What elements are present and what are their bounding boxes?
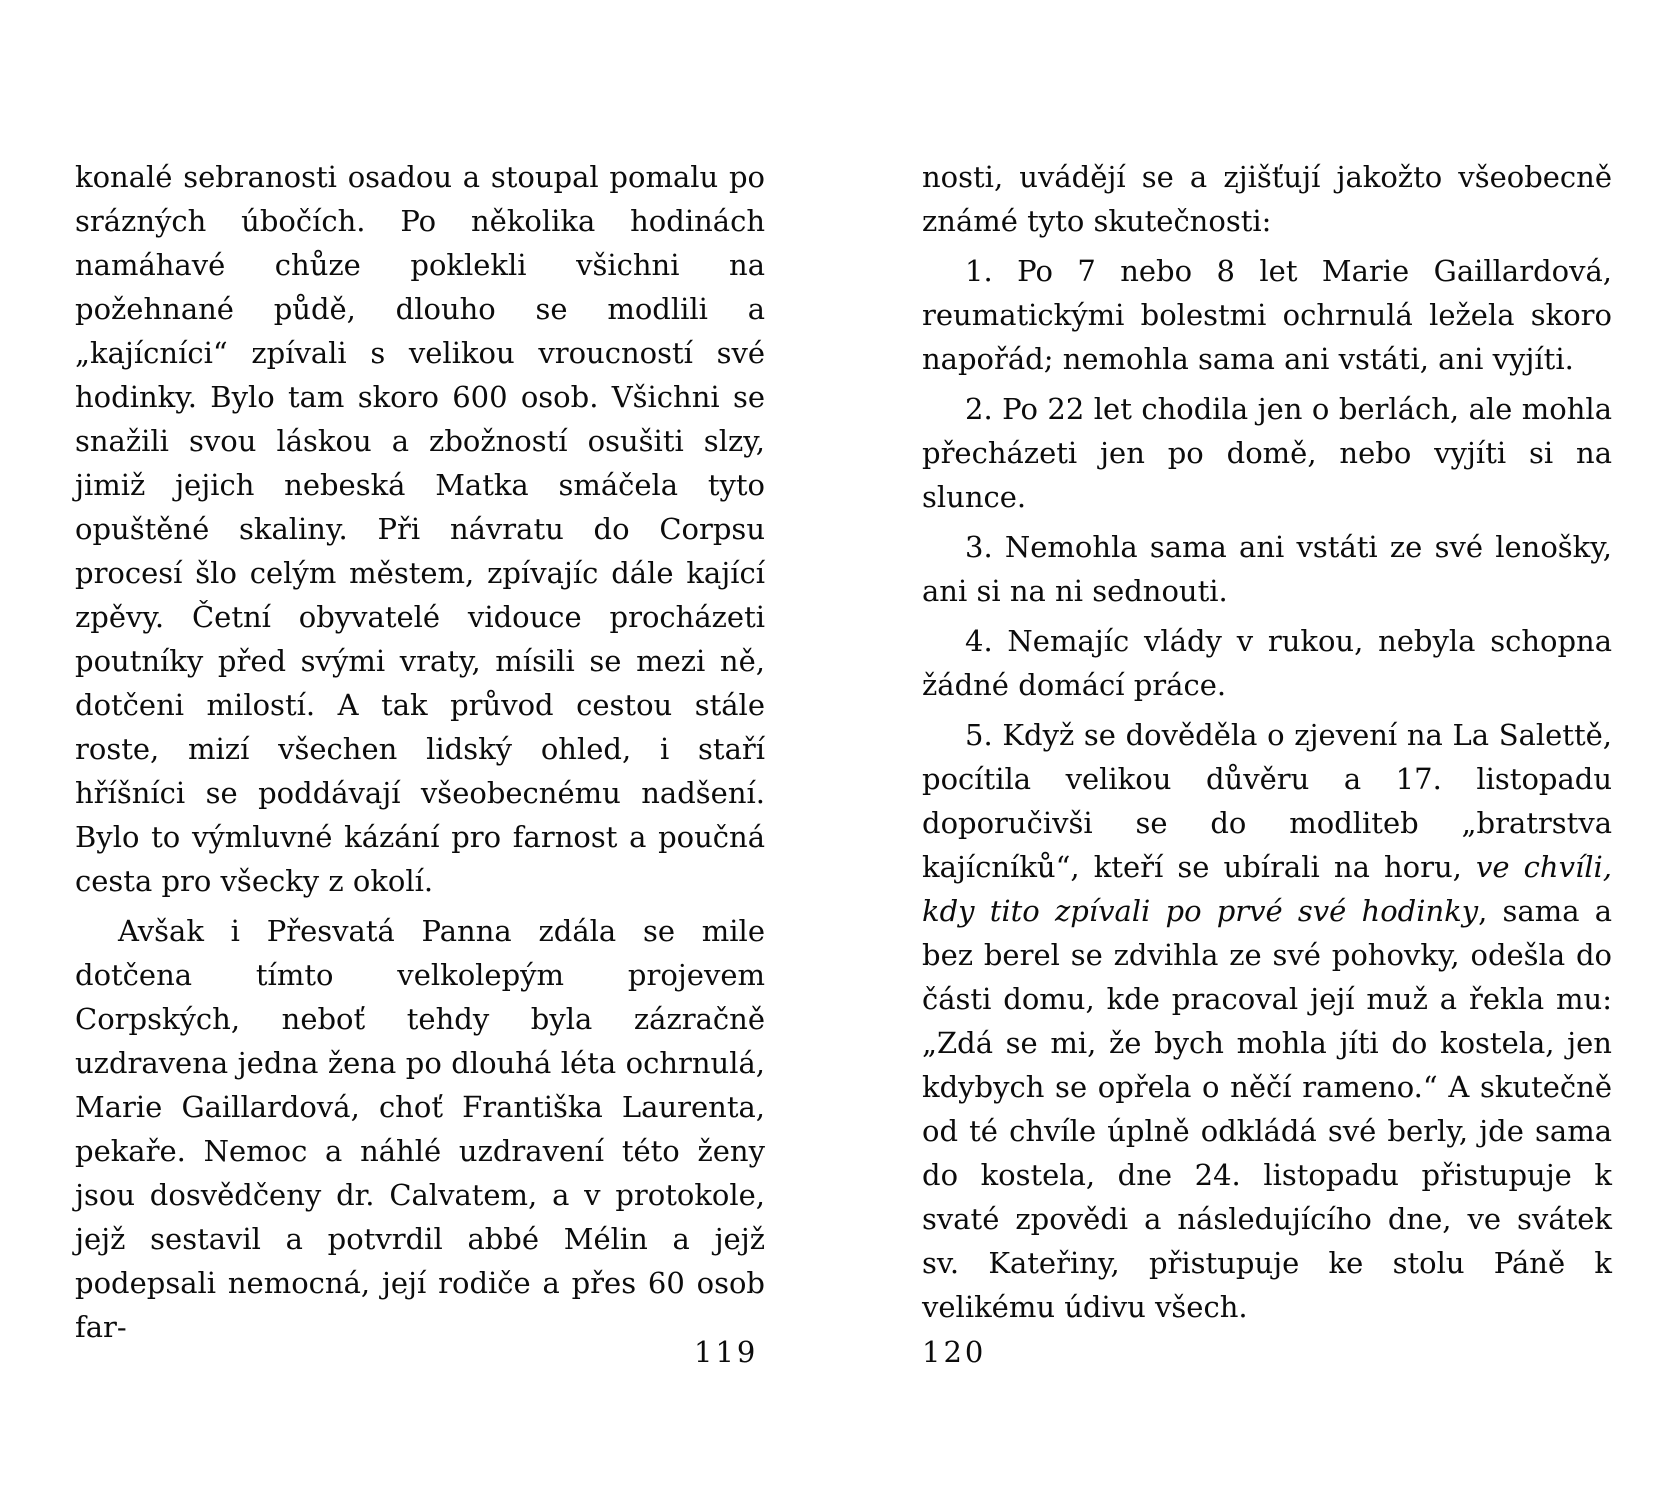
left-page xyxy=(75,155,765,1349)
list-item-5-text-before: 5. Když se dověděla o zjevení na La Salettě, pocítila velikou důvěru a 17. listopadu doporučivši se do modliteb „bratrstva kajícníků“, kteří se ubírali na horu, xyxy=(922,718,1612,884)
right-intro-paragraph: nosti, uvádějí se a zjišťují jakožto všeobecně známé tyto skutečnosti: xyxy=(922,160,1612,238)
right-page xyxy=(922,155,1612,1329)
list-item-2: 2. Po 22 let chodila jen o berlách, ale mohla přecházeti jen po domě, nebo vyjíti si na slunce. xyxy=(922,392,1612,514)
page-number-right: 120 xyxy=(922,1335,987,1369)
list-item-5 xyxy=(922,713,1612,1329)
list-item-5-text-after: , sama a bez berel se zdvihla ze své pohovky, odešla do části domu, kde pracoval její muž a řekla mu: „Zdá se mi, že bych mohla jíti do kostela, jen kdybych se opřela o něčí rameno.“ A skutečně od té chvíle úplně odkládá své berly, jde sama do kostela, dne 24. listopadu přistupuje k svaté zpovědi a následujícího dne, ve svátek sv. Kateřiny, přistupuje ke stolu Páně k velikému údivu všech. xyxy=(922,894,1613,1324)
list-item-5-italic-text: ve chvíli, kdy tito zpívali po prvé své hodinky xyxy=(922,850,1613,928)
list-item-4: 4. Nemajíc vlády v rukou, nebyla schopna žádné domácí práce. xyxy=(922,624,1612,702)
list-item-1: 1. Po 7 nebo 8 let Marie Gaillardová, reumatickými bolestmi ochrnulá ležela skoro napořád; nemohla sama ani vstáti, ani vyjíti. xyxy=(922,254,1612,376)
left-paragraph-2: Avšak i Přesvatá Panna zdála se mile dotčena tímto velkolepým projevem Corpských, neboť tehdy byla zázračně uzdravena jedna žena po dlouhá léta ochrnulá, Marie Gaillardová, choť Františka Laurenta, pekaře. Nemoc a náhlé uzdravení této ženy jsou dosvědčeny dr. Calvatem, a v protokole, jejž sestavil a potvrdil abbé Mélin a jejž podepsali nemocná, její rodiče a přes 60 osob far- xyxy=(75,914,765,1344)
page-number-left: 119 xyxy=(694,1335,759,1369)
left-paragraph-1: konalé sebranosti osadou a stoupal pomalu po srázných úbočích. Po několika hodinách namáhavé chůze poklekli všichni na požehnané půdě, dlouho se modlili a „kajícníci“ zpívali s velikou vroucností své hodinky. Bylo tam skoro 600 osob. Všichni se snažili svou láskou a zbožností osušiti slzy, jimiž jejich nebeská Matka smáčela tyto opuštěné skaliny. Při návratu do Corpsu procesí šlo celým městem, zpívajíc dále kající zpěvy. Četní obyvatelé vidouce procházeti poutníky před svými vraty, mísili se mezi ně, dotčeni milostí. A tak průvod cestou stále roste, mizí všechen lidský ohled, i staří hříšníci se poddávají všeobecnému nadšení. Bylo to výmluvné kázání pro farnost a poučná cesta pro všecky z okolí. xyxy=(75,160,765,898)
list-item-3: 3. Nemohla sama ani vstáti ze své lenošky, ani si na ni sednouti. xyxy=(922,530,1612,608)
